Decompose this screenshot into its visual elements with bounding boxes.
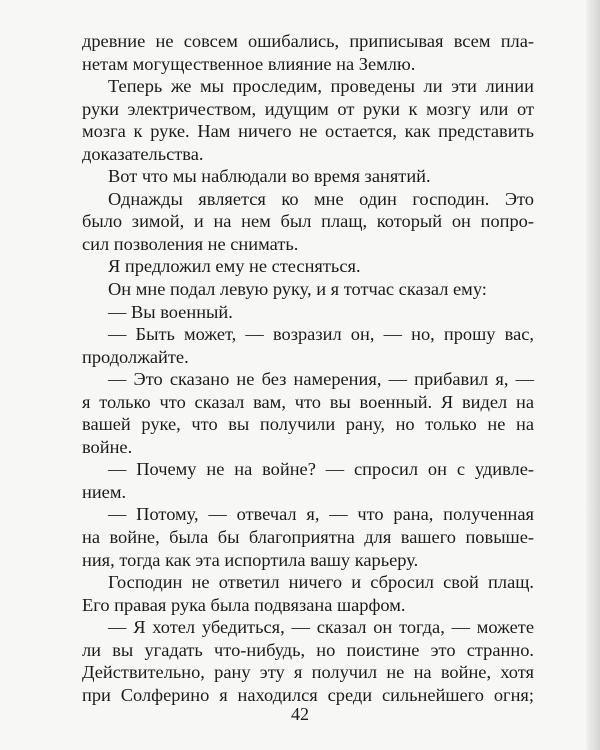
text-line: Действительно, рану эту я получил не на войне, хотя: [82, 662, 534, 683]
page-edge-shadow: [586, 0, 600, 750]
text-line: руки электричеством, идущим от руки к мозгу или от: [82, 98, 534, 119]
text-line: Однажды является ко мне один господин. Это: [108, 188, 534, 209]
text-line: — Это сказано не без намерения, — прибавил я, —: [108, 369, 534, 390]
text-line: Он мне подал левую руку, и я тотчас сказал ему:: [108, 279, 487, 300]
text-line: при Солферино я находился среди сильнейшего огня;: [82, 684, 534, 705]
text-line: ли вы угадать что-нибудь, но поистине это странно.: [82, 639, 534, 660]
text-line: древние не совсем ошибались, приписывая всем пла-: [82, 31, 534, 51]
text-line: Теперь же мы проследим, проведены ли эти линии: [108, 76, 534, 97]
text-line: вашей руке, что вы получили рану, но только не на: [82, 414, 534, 435]
page-text: [82, 30, 534, 706]
text-line: я только что сказал вам, что вы военный. Я видел на: [82, 391, 534, 412]
text-line: — Я хотел убедиться, — сказал он тогда, — можете: [108, 617, 534, 638]
text-line: продолжайте.: [82, 346, 189, 367]
text-line: сил позволения не снимать.: [82, 233, 299, 254]
text-line: — Почему не на войне? — спросил он с удивле-: [108, 459, 534, 480]
text-line: Господин не ответил ничего и сбросил свой плащ.: [108, 572, 534, 593]
text-line: доказательства.: [82, 143, 204, 164]
text-line: мозга к руке. Нам ничего не остается, как представить: [82, 121, 534, 142]
page-number: 42: [291, 704, 309, 724]
text-line: Вот что мы наблюдали во время занятий.: [108, 166, 431, 187]
text-line: — Быть может, — возразил он, — но, прошу вас,: [108, 324, 534, 345]
text-line: войне.: [82, 436, 133, 457]
text-line: Я предложил ему не стесняться.: [108, 256, 361, 277]
text-line: нетам могущественное влияние на Землю.: [82, 53, 416, 74]
text-line: Его правая рука была подвязана шарфом.: [82, 594, 406, 615]
text-line: — Потому, — отвечал я, — что рана, полученная: [108, 504, 534, 525]
text-line: нием.: [82, 481, 127, 502]
text-line: — Вы военный.: [108, 301, 233, 322]
text-line: было зимой, и на нем был плащ, который он попро-: [82, 211, 534, 232]
text-line: ния, тогда как эта испортила вашу карьеру.: [82, 549, 419, 570]
text-line: на войне, была бы благоприятна для вашего повыше-: [82, 527, 534, 548]
